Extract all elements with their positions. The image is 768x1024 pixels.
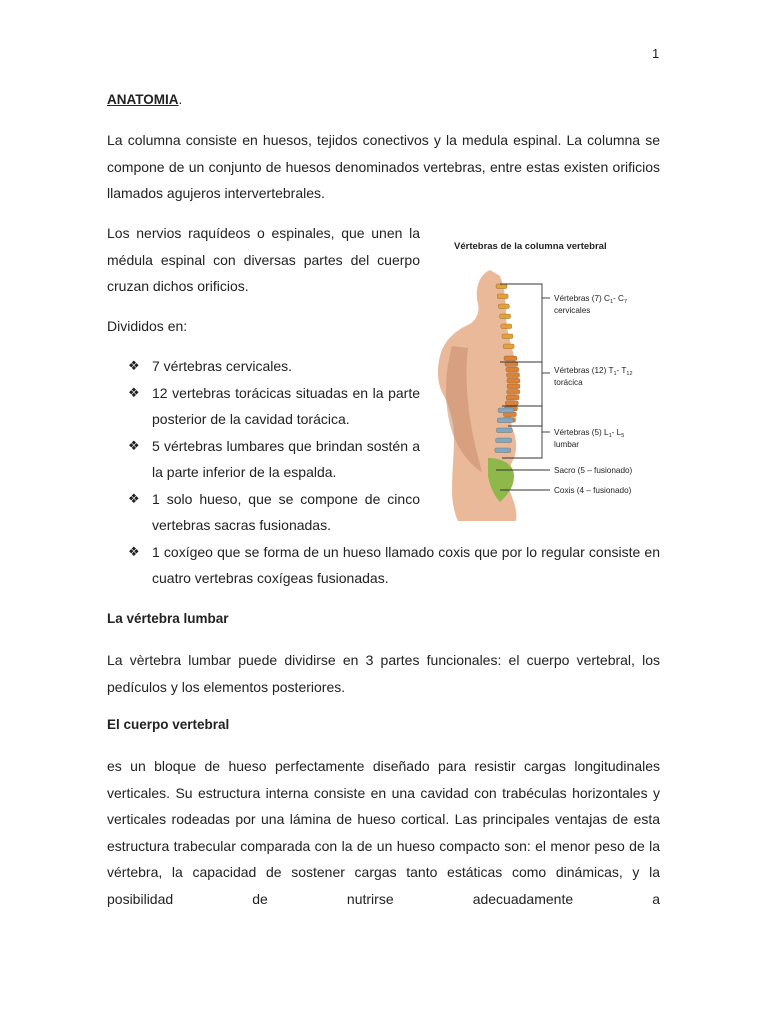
- cervical-vertebra: [500, 314, 511, 319]
- vertebral-body-text: es un bloque de hueso perfectamente diseñado para resistir cargas longitudinales verticales. Su estructura interna consiste en una cavidad con trabéculas horizontales y verticales rodeadas por una lámina de hueso cortical. Las principales ventajas de esta estructura trabecular comparada con la de un hueso compacto son: el menor peso de la vértebra, la capacidad de sostener cargas tanto estáticas como dinámicas, y la posibilidad de nutrirse adecuadamente a: [107, 758, 660, 907]
- lumbar-label: Vértebras (5) $L_1-$ $L_5$: [554, 428, 625, 439]
- spine-figure: [430, 236, 658, 521]
- thoracic-vertebra: [506, 395, 519, 400]
- page-title: [107, 92, 182, 107]
- lumbar-vertebra: [496, 438, 512, 443]
- cervical-label-line2: cervicales: [554, 306, 591, 315]
- spine-illustration: [430, 236, 658, 521]
- page-number: 1: [652, 46, 660, 61]
- page-title-text: ANATOMIA: [107, 92, 179, 107]
- intro-paragraph: La columna consiste en huesos, tejidos conectivos y la medula espinal. La columna se compone de un conjunto de huesos denominados vertebras, entre estas existen orificios llamados agujeros intervertebrales.: [107, 132, 660, 201]
- lumbar-section-heading: La vértebra lumbar: [107, 611, 229, 626]
- list-item: [107, 539, 660, 592]
- cervical-vertebra: [498, 304, 509, 309]
- figure-title: Vértebras de la columna vertebral: [454, 241, 607, 252]
- lumbar-section-text: La vèrtebra lumbar puede dividirse en 3 partes funcionales: el cuerpo vertebral, los pedículos y los elementos posteriores.: [107, 652, 660, 695]
- cervical-vertebra: [496, 284, 507, 289]
- thoracic-vertebra: [507, 378, 520, 383]
- diamond-bullet-icon: ❖: [128, 437, 140, 453]
- thoracic-vertebra: [507, 384, 520, 389]
- list-item-text: 5 vértebras lumbares que brindan sostén a la parte inferior de la espalda.: [152, 437, 420, 480]
- sacrum-label: Sacro (5 – fusionado): [554, 466, 633, 475]
- thoracic-vertebra: [504, 356, 517, 361]
- thoracic-label-line2: torácica: [554, 378, 583, 387]
- diamond-bullet-icon: ❖: [128, 490, 140, 506]
- list-item-text: 1 coxígeo que se forma de un hueso llamado coxis que por lo regular consiste en cuatro vertebras coxígeas fusionadas.: [152, 543, 660, 586]
- diamond-bullet-icon: ❖: [128, 358, 140, 373]
- lumbar-vertebra: [497, 418, 513, 423]
- cervical-vertebra: [502, 334, 513, 339]
- lumbar-vertebra: [495, 448, 511, 453]
- list-item: [107, 433, 420, 486]
- diamond-bullet-icon: ❖: [128, 384, 140, 400]
- list-item-text: 12 vertebras torácicas situadas en la parte posterior de la cavidad torácica.: [152, 384, 420, 427]
- coccyx-label: Coxis (4 – fusionado): [554, 486, 632, 495]
- thoracic-vertebra: [507, 373, 520, 378]
- lumbar-vertebra: [496, 428, 512, 433]
- nerves-paragraph: Los nervios raquídeos o espinales, que unen la médula espinal con diversas partes del cuerpo cruzan dichos orificios.: [107, 225, 420, 294]
- thoracic-vertebra: [507, 390, 520, 395]
- diamond-bullet-icon: ❖: [128, 543, 140, 559]
- list-item: [107, 380, 420, 433]
- lumbar-label-line2: lumbar: [554, 440, 580, 449]
- thoracic-vertebra: [506, 367, 519, 372]
- list-item: [107, 353, 420, 380]
- page-title-suffix: .: [178, 92, 183, 107]
- list-item-text: 7 vértebras cervicales.: [152, 358, 293, 374]
- cervical-label: Vértebras (7) $C_1-$ $C_7$: [554, 294, 628, 305]
- cervical-vertebra: [503, 344, 514, 349]
- lumbar-vertebra: [498, 408, 514, 413]
- thoracic-label: Vértebras (12) $T_1-$ $T_{12}$: [554, 366, 633, 377]
- cervical-vertebra: [501, 324, 512, 329]
- list-item-text: 1 solo hueso, que se compone de cinco vertebras sacras fusionadas.: [152, 490, 420, 533]
- divided-label: Divididos en:: [107, 318, 188, 334]
- cervical-vertebra: [497, 294, 508, 299]
- thoracic-vertebra: [505, 401, 518, 406]
- vertebral-body-heading: El cuerpo vertebral: [107, 717, 230, 732]
- list-item: [107, 486, 420, 539]
